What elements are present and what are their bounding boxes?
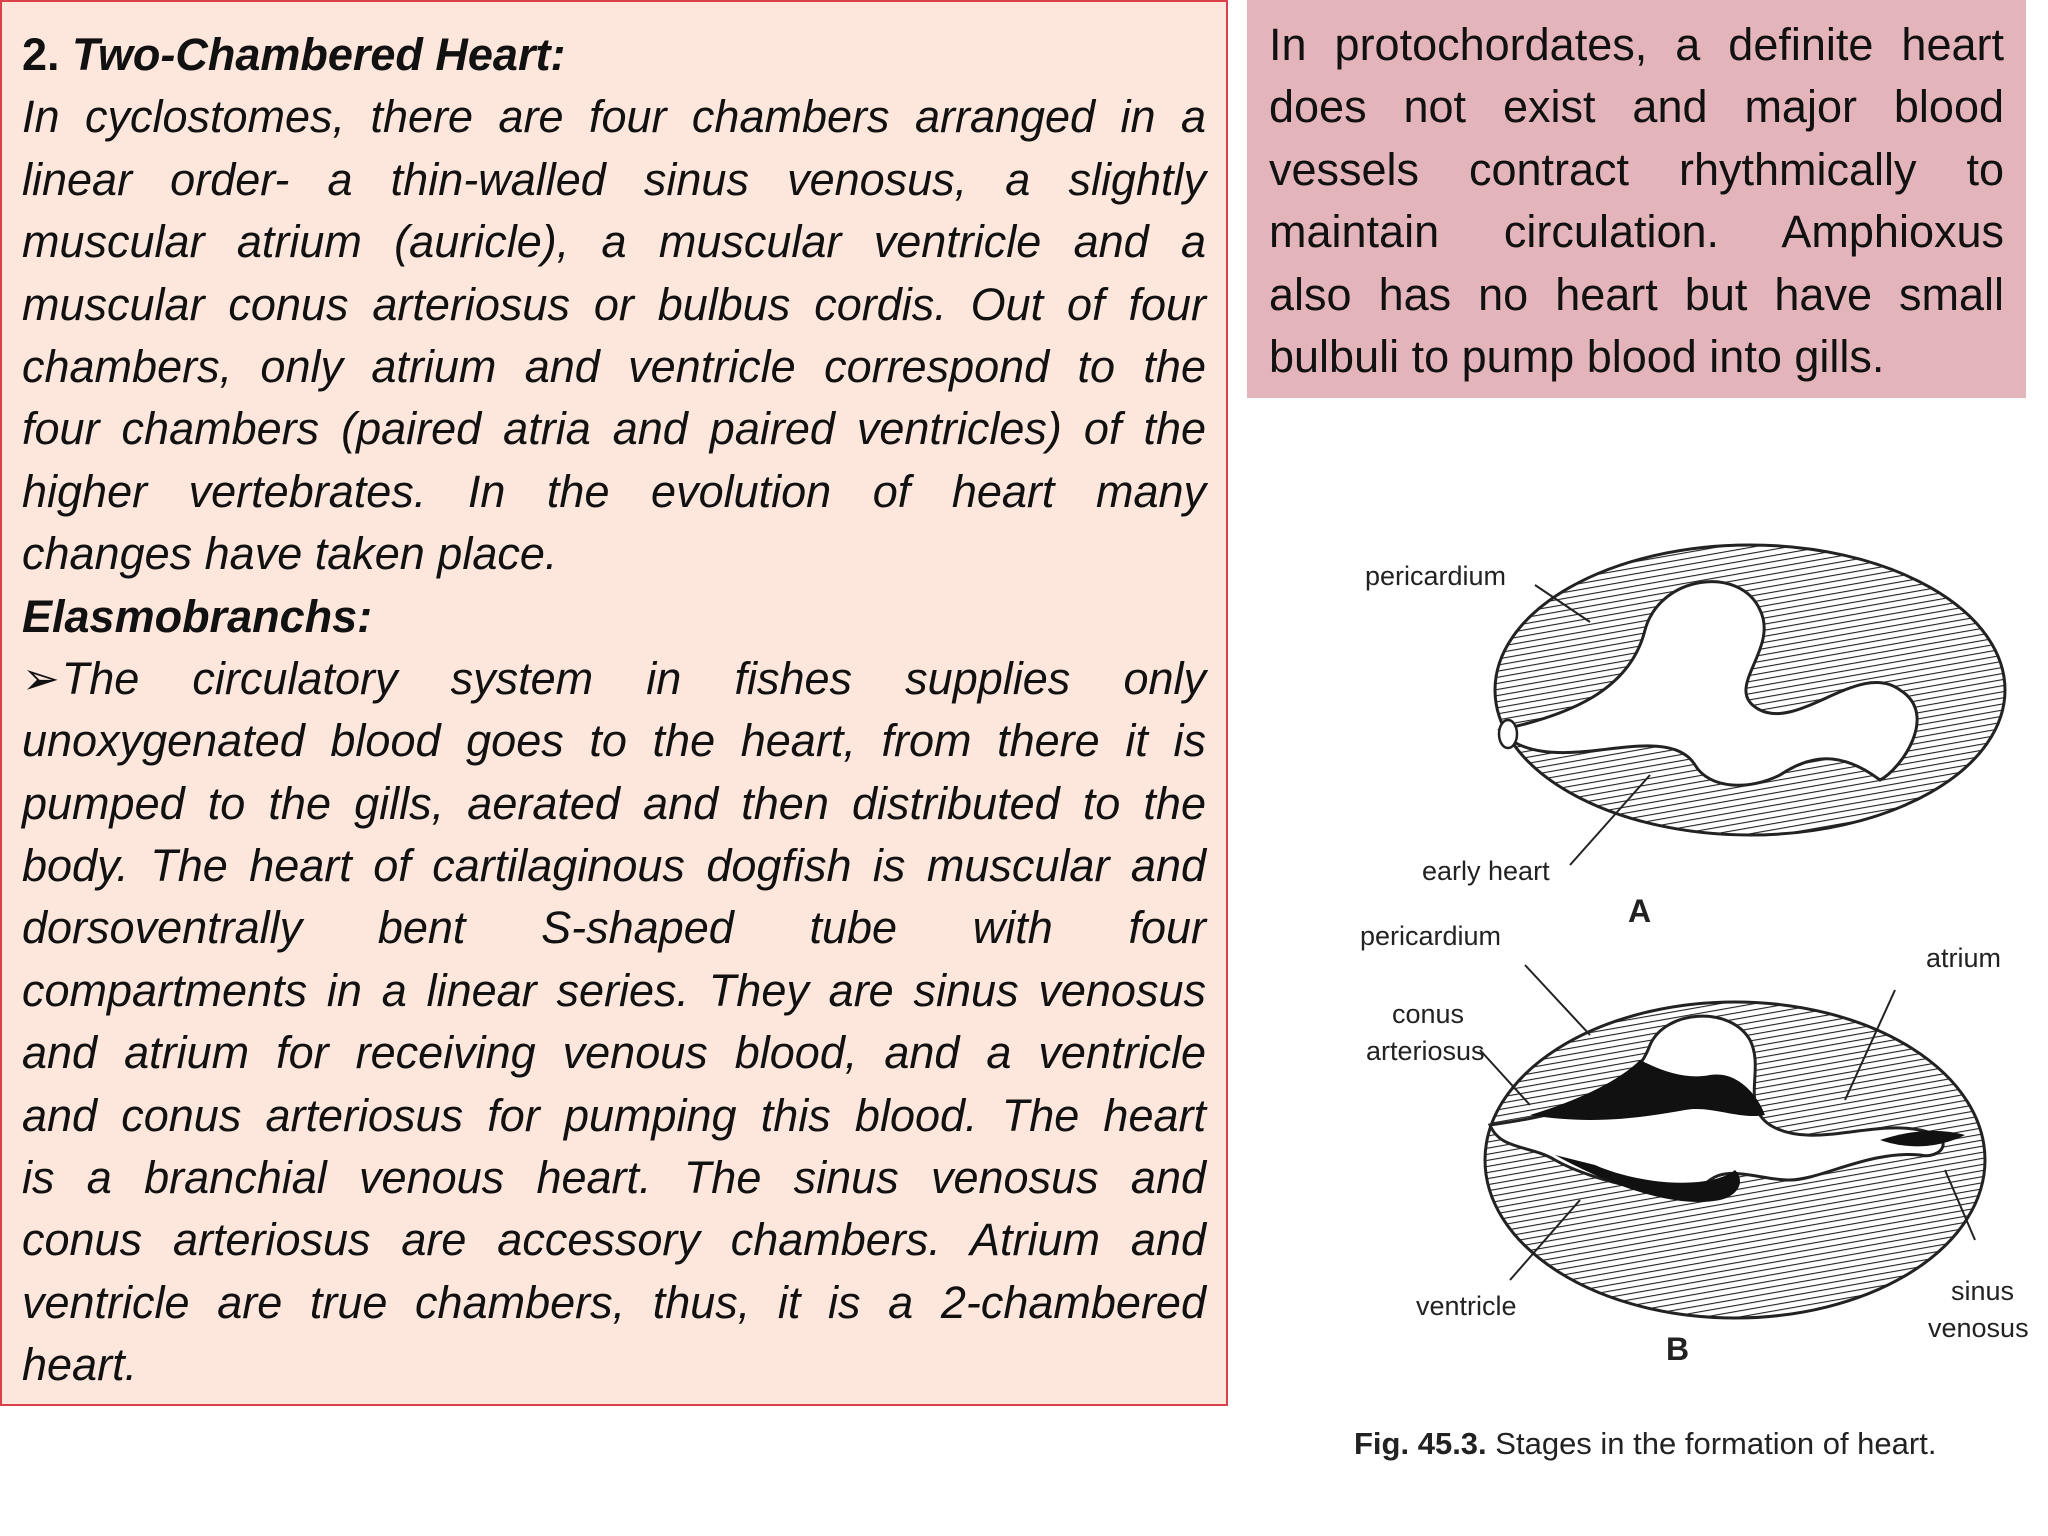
bullet-line: heart.: [22, 1339, 138, 1391]
paragraph-line: In protochordates, a definite heart: [1269, 19, 2004, 70]
label-arteriosus: arteriosus: [1366, 1036, 1485, 1066]
subheading-elasmobranchs: Elasmobranchs:: [22, 590, 373, 642]
bullet-line: unoxygenated blood goes to the heart, from there it is: [22, 715, 1206, 767]
label-atrium: atrium: [1926, 943, 2002, 973]
label-conus: conus: [1392, 999, 1465, 1029]
bullet-text: The circulatory system in fishes supplies only: [61, 652, 1206, 704]
pointer-line: [1525, 965, 1590, 1035]
bullet-line: compartments in a linear series. They are sinus venosus: [22, 964, 1206, 1016]
pericardium-a-shape: [1495, 545, 2005, 835]
heading-title: Two-Chambered Heart:: [72, 29, 566, 80]
paragraph-line: also has no heart but have small: [1269, 268, 2004, 320]
diagram-a: [1365, 545, 2005, 929]
bullet-line: pumped to the gills, aerated and then distributed to the: [22, 777, 1206, 829]
paragraph-line: four chambers (paired atria and paired ventricles) of the: [22, 403, 1206, 455]
paragraph-line: does not exist and major blood: [1269, 81, 2004, 133]
label-early-heart: early heart: [1422, 856, 1550, 886]
figure-caption-text: Stages in the formation of heart.: [1495, 1426, 1937, 1461]
label-letter-b: B: [1666, 1331, 1690, 1367]
paragraph-line: vessels contract rhythmically to: [1269, 143, 2004, 195]
label-sinus: sinus: [1951, 1276, 2015, 1306]
heart-diagram: [1340, 540, 2040, 1440]
bullet-line: conus arteriosus are accessory chambers. Atrium and: [22, 1214, 1206, 1266]
vessel-opening-a: [1499, 720, 1517, 748]
bullet-line: [22, 648, 1206, 710]
right-text-panel: [1247, 0, 2026, 398]
paragraph-line: higher vertebrates. In the evolution of heart many: [22, 465, 1206, 517]
paragraph-line: muscular atrium (auricle), a muscular ventricle and a: [22, 216, 1206, 268]
paragraph-line: changes have taken place.: [22, 528, 558, 580]
paragraph-line: chambers, only atrium and ventricle correspond to the: [22, 340, 1206, 392]
heading-number: 2.: [22, 29, 60, 80]
label-letter-a: A: [1628, 893, 1652, 929]
section-heading: [22, 24, 1206, 86]
paragraph-line: maintain circulation. Amphioxus: [1269, 206, 2004, 258]
figure-caption: [1354, 1426, 1936, 1462]
label-pericardium-a: pericardium: [1365, 561, 1507, 591]
figure-number: Fig. 45.3.: [1354, 1426, 1487, 1461]
paragraph-line: bulbuli to pump blood into gills.: [1269, 330, 1885, 382]
bullet-line: body. The heart of cartilaginous dogfish is muscular and: [22, 840, 1206, 892]
bullet-line: and conus arteriosus for pumping this blood. The heart: [22, 1089, 1206, 1141]
label-pericardium-b: pericardium: [1360, 921, 1502, 951]
bullet-line: ventricle are true chambers, thus, it is a 2-chambered: [22, 1276, 1206, 1328]
bullet-line: and atrium for receiving venous blood, and a ventricle: [22, 1027, 1206, 1079]
paragraph-line: In cyclostomes, there are four chambers arranged in a: [22, 91, 1206, 143]
paragraph-line: muscular conus arteriosus or bulbus cordis. Out of four: [22, 278, 1206, 330]
diagram-b: [1360, 921, 2029, 1367]
heart-formation-figure: [1340, 540, 2040, 1480]
bullet-line: dorsoventrally bent S-shaped tube with four: [22, 902, 1206, 954]
paragraph-line: linear order- a thin-walled sinus venosus, a slightly: [22, 153, 1206, 205]
label-ventricle: ventricle: [1416, 1291, 1517, 1321]
label-venosus: venosus: [1928, 1313, 2029, 1343]
bullet-line: is a branchial venous heart. The sinus venosus and: [22, 1152, 1206, 1204]
arrow-bullet-icon: ➢: [22, 652, 60, 704]
